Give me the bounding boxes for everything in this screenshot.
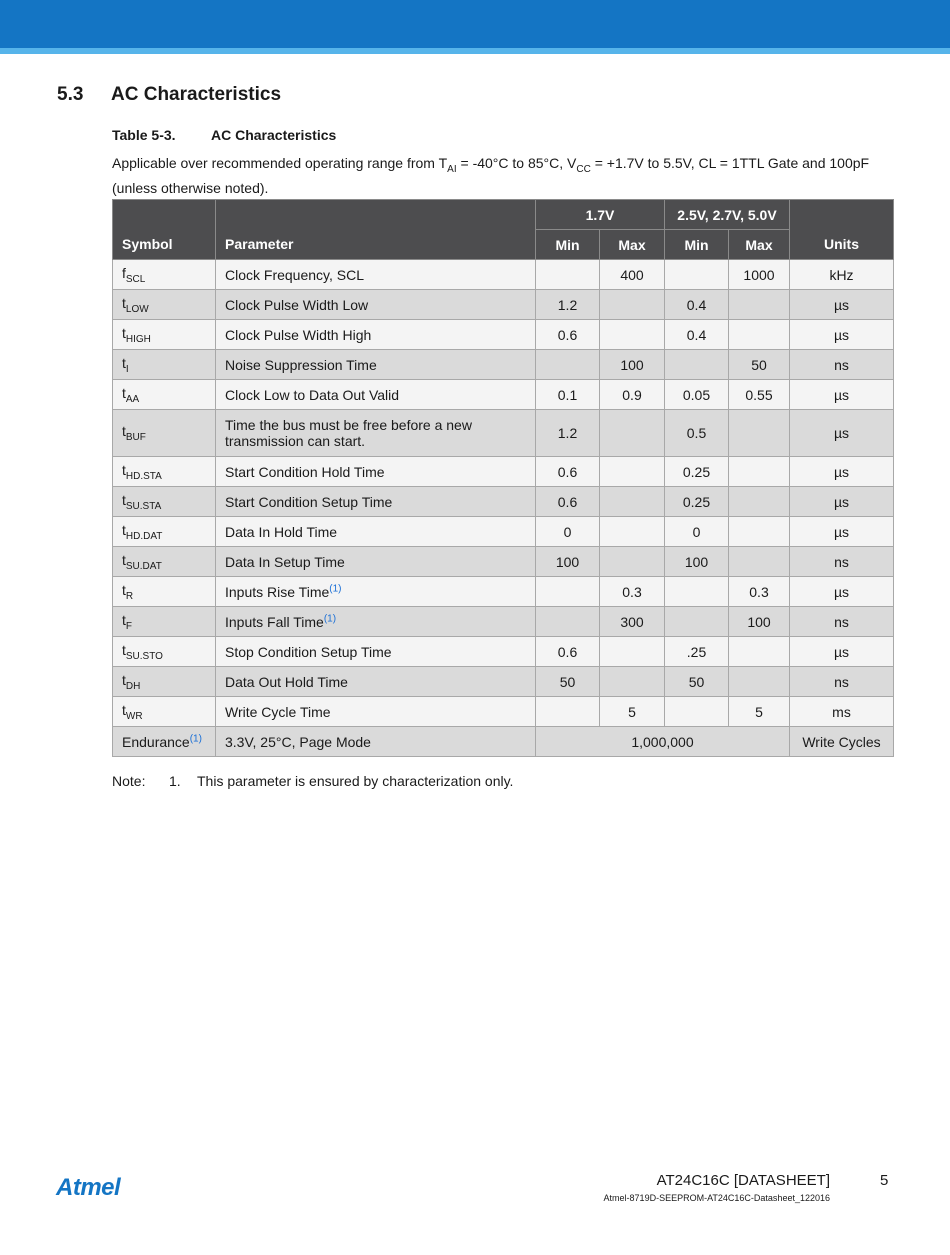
header-parameter: Parameter: [216, 200, 536, 260]
header-group-2v5: 2.5V, 2.7V, 5.0V: [665, 200, 790, 230]
footer-doc-id: Atmel-8719D-SEEPROM-AT24C16C-Datasheet_122016: [603, 1193, 830, 1203]
cell-max-2: [729, 667, 790, 697]
cell-min-2: 0.05: [665, 380, 729, 410]
cell-units: ms: [790, 697, 894, 727]
applicability-text: [112, 154, 902, 197]
cell-max-2: 0.55: [729, 380, 790, 410]
cell-max-2: [729, 547, 790, 577]
cell-symbol: $t_{HD.STA}$: [113, 457, 216, 487]
cell-parameter: Clock Low to Data Out Valid: [216, 380, 536, 410]
cell-units: µs: [790, 637, 894, 667]
cell-min-1: 100: [536, 547, 600, 577]
cell-max-1: [600, 517, 665, 547]
footnote-ref[interactable]: (1): [329, 582, 342, 594]
applicability-sub-cc: CC: [576, 163, 591, 175]
cell-units: µs: [790, 577, 894, 607]
cell-symbol: $t_F$: [113, 607, 216, 637]
table-row: [113, 410, 894, 457]
cell-units: µs: [790, 410, 894, 457]
cell-max-1: 400: [600, 260, 665, 290]
table-row: [113, 380, 894, 410]
cell-min-2: 50: [665, 667, 729, 697]
table-caption-label: Table 5-3.: [112, 127, 176, 143]
footer-doc-title: AT24C16C [DATASHEET]: [656, 1172, 830, 1189]
cell-min-1: [536, 577, 600, 607]
cell-parameter: Data In Setup Time: [216, 547, 536, 577]
footnote-ref[interactable]: (1): [189, 732, 202, 744]
cell-max-2: [729, 487, 790, 517]
cell-symbol: $t_{HD.DAT}$: [113, 517, 216, 547]
cell-units: Write Cycles: [790, 727, 894, 757]
cell-min-1: 0.6: [536, 487, 600, 517]
cell-max-1: [600, 637, 665, 667]
header-symbol: Symbol: [113, 200, 216, 260]
cell-min-2: [665, 260, 729, 290]
cell-parameter: Start Condition Hold Time: [216, 457, 536, 487]
footer-page-number: 5: [880, 1172, 889, 1189]
cell-max-2: 1000: [729, 260, 790, 290]
cell-endurance-value: 1,000,000: [536, 727, 790, 757]
cell-units: ns: [790, 667, 894, 697]
cell-max-2: 0.3: [729, 577, 790, 607]
cell-symbol: $f_{SCL}$: [113, 260, 216, 290]
cell-parameter: Stop Condition Setup Time: [216, 637, 536, 667]
cell-max-2: 5: [729, 697, 790, 727]
cell-max-2: [729, 457, 790, 487]
ac-characteristics-table: [112, 199, 894, 757]
cell-min-1: 1.2: [536, 410, 600, 457]
header-units: Units: [790, 200, 894, 260]
cell-units: µs: [790, 380, 894, 410]
table-note: [112, 773, 514, 789]
cell-min-1: 0.6: [536, 637, 600, 667]
cell-min-2: 0.4: [665, 290, 729, 320]
cell-symbol: $t_{SU.STO}$: [113, 637, 216, 667]
cell-parameter: Clock Pulse Width Low: [216, 290, 536, 320]
header-bar: [0, 0, 950, 48]
cell-symbol: $t_{SU.STA}$: [113, 487, 216, 517]
table-row: [113, 667, 894, 697]
cell-parameter: Time the bus must be free before a new transmission can start.: [216, 410, 536, 457]
cell-symbol: $t_I$: [113, 350, 216, 380]
cell-max-1: [600, 290, 665, 320]
cell-symbol: $t_{WR}$: [113, 697, 216, 727]
cell-max-2: [729, 290, 790, 320]
table-row: [113, 517, 894, 547]
table-row: [113, 290, 894, 320]
cell-symbol: $t_{HIGH}$: [113, 320, 216, 350]
table-row: [113, 697, 894, 727]
cell-symbol: $t_{LOW}$: [113, 290, 216, 320]
cell-max-1: [600, 320, 665, 350]
header-strip: [0, 48, 950, 54]
note-label: Note:: [112, 773, 146, 789]
table-row: [113, 457, 894, 487]
cell-parameter: Inputs Rise Time$^{(1)}$: [216, 577, 536, 607]
cell-max-1: 5: [600, 697, 665, 727]
cell-min-1: 0.6: [536, 320, 600, 350]
cell-parameter: Write Cycle Time: [216, 697, 536, 727]
cell-parameter: Inputs Fall Time$^{(1)}$: [216, 607, 536, 637]
cell-parameter: Clock Frequency, SCL: [216, 260, 536, 290]
cell-parameter: Data Out Hold Time: [216, 667, 536, 697]
cell-symbol: Endurance$^{(1)}$: [113, 727, 216, 757]
cell-parameter: Clock Pulse Width High: [216, 320, 536, 350]
cell-units: µs: [790, 320, 894, 350]
table-row: [113, 487, 894, 517]
cell-min-1: [536, 350, 600, 380]
cell-min-2: 0.5: [665, 410, 729, 457]
header-min-1: Min: [536, 230, 600, 260]
cell-max-1: 100: [600, 350, 665, 380]
applicability-sub-ai: AI: [447, 163, 457, 175]
cell-parameter: Noise Suppression Time: [216, 350, 536, 380]
cell-min-1: [536, 260, 600, 290]
atmel-logo: Atmel: [56, 1174, 121, 1201]
note-number: 1.: [169, 773, 181, 789]
header-min-2: Min: [665, 230, 729, 260]
cell-min-2: [665, 577, 729, 607]
cell-max-2: [729, 517, 790, 547]
cell-symbol: $t_{SU.DAT}$: [113, 547, 216, 577]
cell-min-2: 0.25: [665, 457, 729, 487]
cell-min-2: [665, 607, 729, 637]
cell-max-1: [600, 667, 665, 697]
cell-units: µs: [790, 487, 894, 517]
footnote-ref[interactable]: (1): [323, 612, 337, 624]
section-title: AC Characteristics: [111, 84, 282, 105]
cell-units: µs: [790, 457, 894, 487]
cell-min-2: 100: [665, 547, 729, 577]
cell-parameter: 3.3V, 25°C, Page Mode: [216, 727, 536, 757]
cell-min-1: 0.1: [536, 380, 600, 410]
section-number: 5.3: [57, 84, 84, 105]
endurance-row: [113, 727, 894, 757]
cell-symbol: $t_{DH}$: [113, 667, 216, 697]
header-max-2: Max: [729, 230, 790, 260]
cell-min-2: 0.4: [665, 320, 729, 350]
table-row: [113, 577, 894, 607]
cell-symbol: $t_{BUF}$: [113, 410, 216, 457]
cell-units: ns: [790, 607, 894, 637]
cell-max-1: 0.3: [600, 577, 665, 607]
cell-min-2: [665, 350, 729, 380]
cell-units: ns: [790, 547, 894, 577]
table-row: [113, 260, 894, 290]
cell-max-2: [729, 320, 790, 350]
applicability-part-1: Applicable over recommended operating range from T: [112, 155, 448, 171]
cell-parameter: Start Condition Setup Time: [216, 487, 536, 517]
cell-symbol: $t_{AA}$: [113, 380, 216, 410]
cell-min-1: 0: [536, 517, 600, 547]
table-row: [113, 607, 894, 637]
cell-max-2: [729, 637, 790, 667]
cell-min-1: 50: [536, 667, 600, 697]
cell-max-2: [729, 410, 790, 457]
cell-parameter: Data In Hold Time: [216, 517, 536, 547]
cell-symbol: $t_R$: [113, 577, 216, 607]
table-row: [113, 350, 894, 380]
table-caption-title: AC Characteristics: [211, 127, 337, 143]
applicability-part-3: = +1.7V to 5.5V, CL = 1TTL Gate and 100pF (unless otherwise noted).: [112, 155, 870, 196]
header-group-1v7: 1.7V: [536, 200, 665, 230]
applicability-part-2: = -40°C to 85°C, V: [456, 155, 577, 171]
table-caption: [112, 127, 337, 143]
cell-min-1: 1.2: [536, 290, 600, 320]
cell-min-2: 0: [665, 517, 729, 547]
cell-units: µs: [790, 290, 894, 320]
cell-units: ns: [790, 350, 894, 380]
cell-max-1: 300: [600, 607, 665, 637]
cell-max-2: 100: [729, 607, 790, 637]
header-max-1: Max: [600, 230, 665, 260]
cell-min-2: 0.25: [665, 487, 729, 517]
cell-max-1: 0.9: [600, 380, 665, 410]
cell-max-2: 50: [729, 350, 790, 380]
cell-units: µs: [790, 517, 894, 547]
table-row: [113, 547, 894, 577]
table-row: [113, 320, 894, 350]
cell-min-1: [536, 607, 600, 637]
cell-min-2: .25: [665, 637, 729, 667]
cell-max-1: [600, 547, 665, 577]
cell-min-2: [665, 697, 729, 727]
cell-max-1: [600, 457, 665, 487]
note-text: This parameter is ensured by characterization only.: [197, 773, 514, 789]
cell-min-1: 0.6: [536, 457, 600, 487]
cell-max-1: [600, 487, 665, 517]
cell-min-1: [536, 697, 600, 727]
table-row: [113, 637, 894, 667]
cell-units: kHz: [790, 260, 894, 290]
cell-max-1: [600, 410, 665, 457]
